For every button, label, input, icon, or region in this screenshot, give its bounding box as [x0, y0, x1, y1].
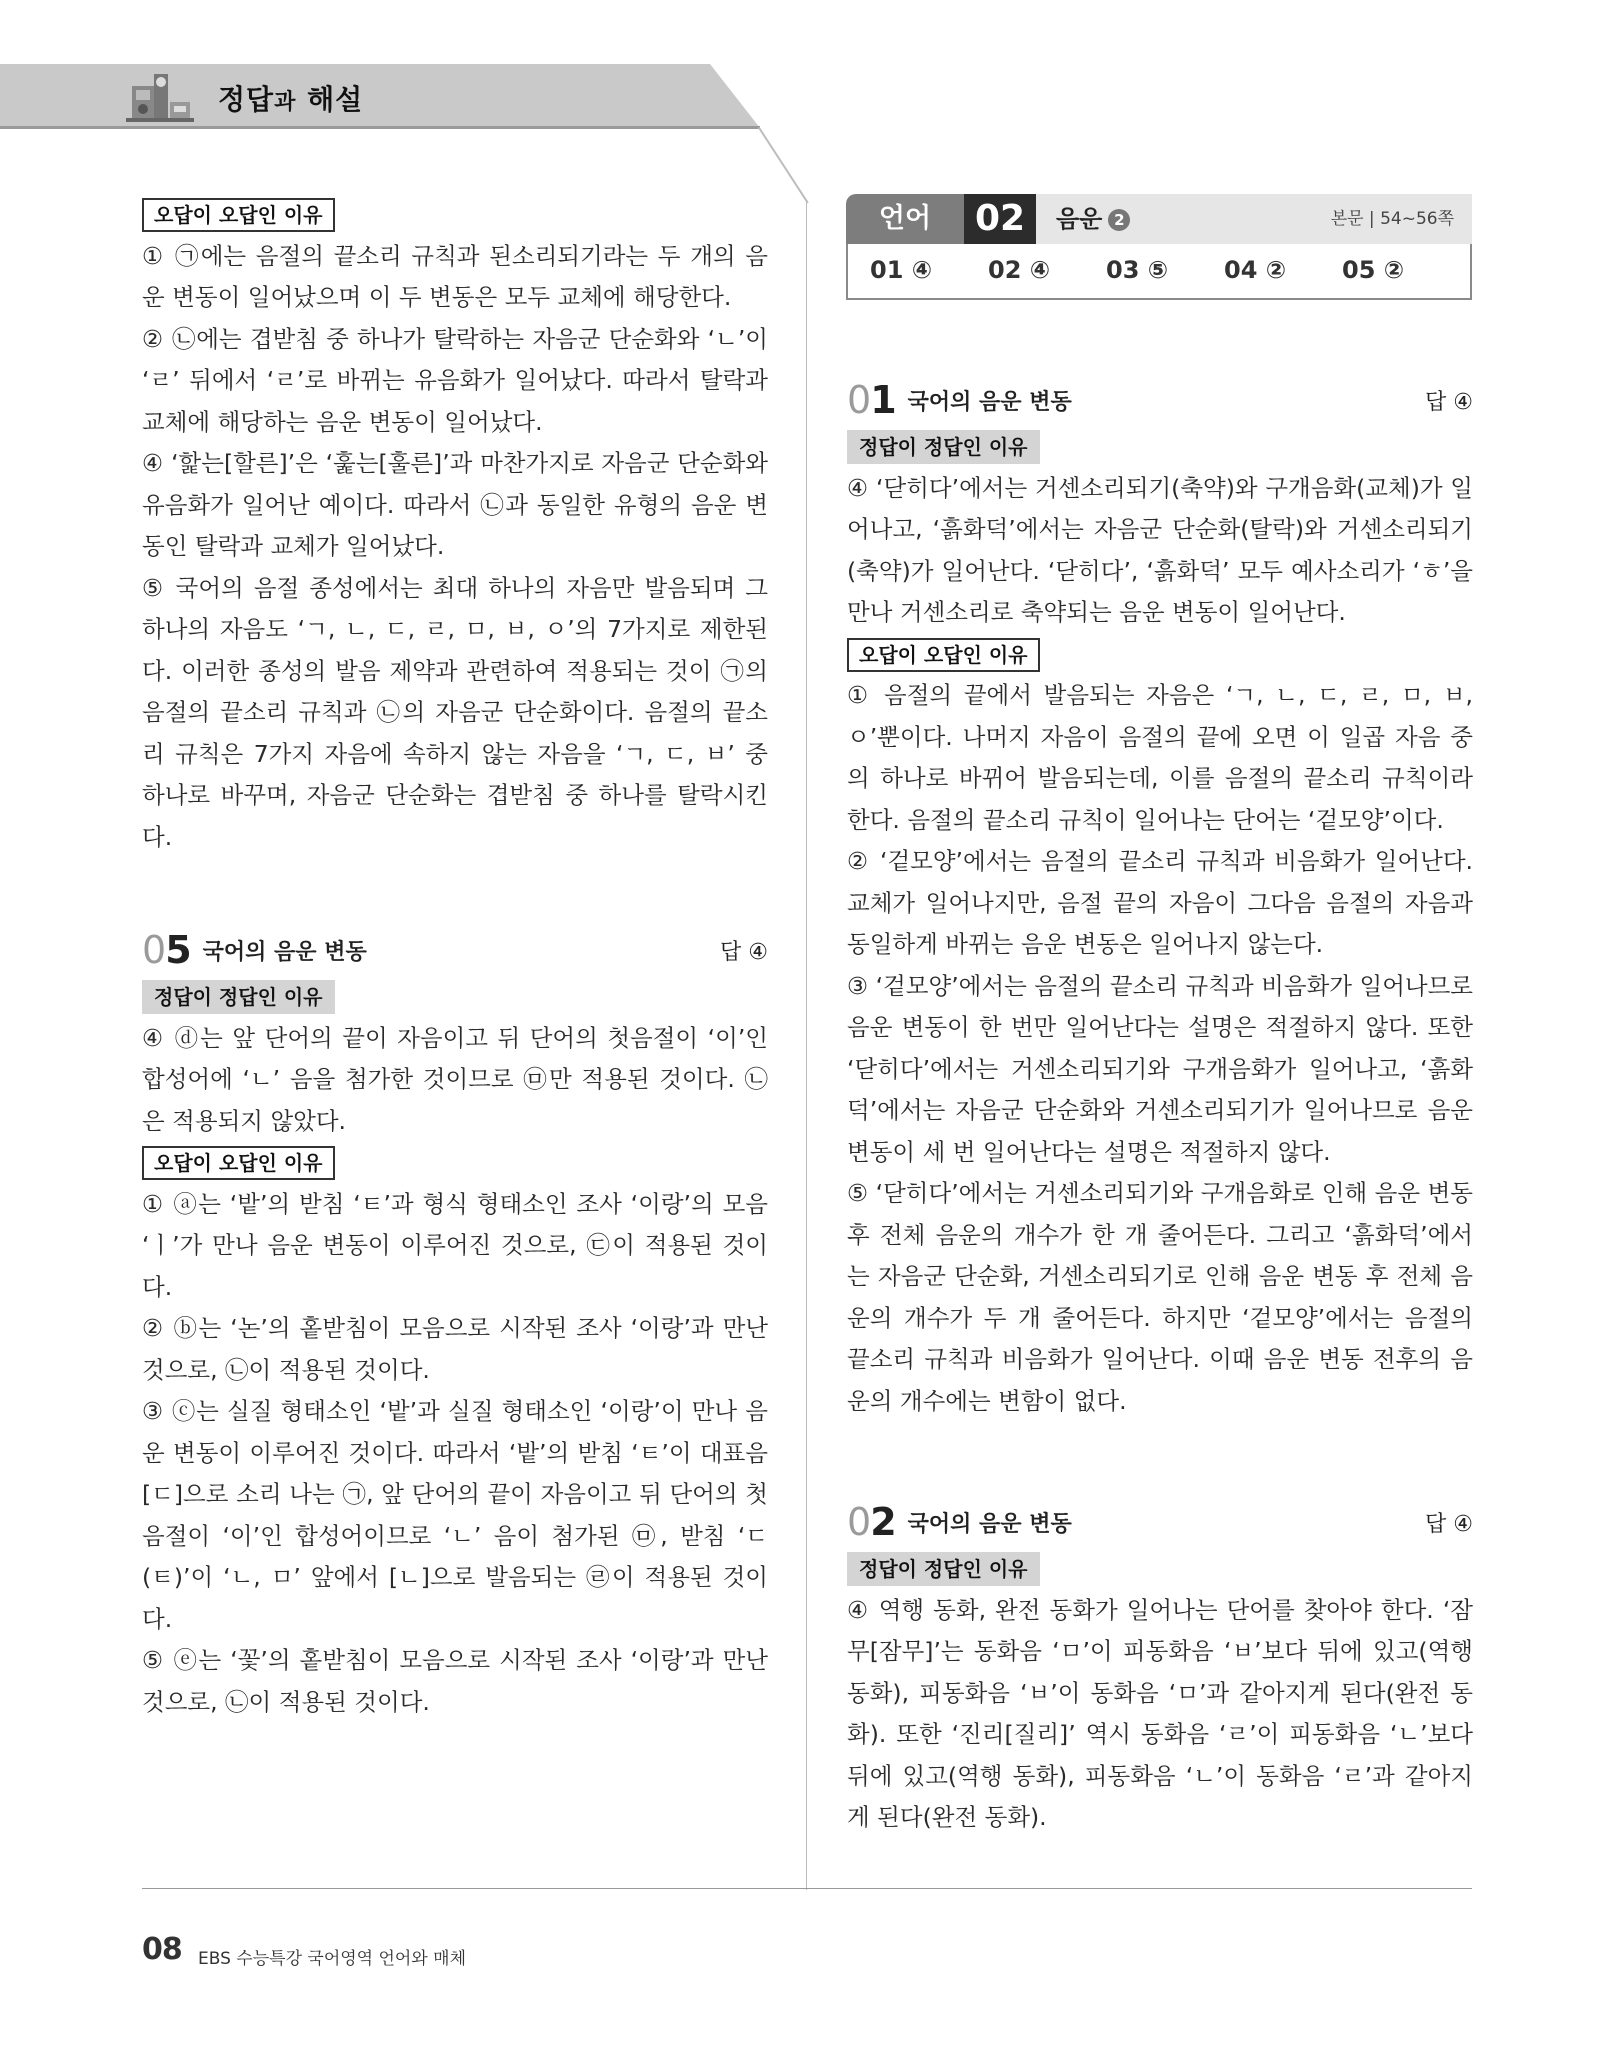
paragraph: ⑤ 국어의 음절 종성에서는 최대 하나의 자음만 발음되며 그 하나의 자음도 ‘ㄱ, ㄴ, ㄷ, ㄹ, ㅁ, ㅂ, ㅇ’의 7가지로 제한된다. 이러한 종성의 발음 제약과 관련하여 적용되는 것이 ㉠의 음절의 끝소리 규칙과 ㉡의 자음군 단순화이다. 음절의 끝소리 규칙은 7가지 자음에 속하지 않는 자음을 ‘ㄱ, ㄷ, ㅂ’ 중 하나로 바꾸며, 자음군 단순화는 겹받침 중 하나를 탈락시킨다.	[142, 573, 768, 851]
column-divider	[806, 200, 807, 1890]
paragraph: ④ ‘핥는[할른]’은 ‘훑는[훌른]’과 마찬가지로 자음군 단순화와 유음화가 일어난 예이다. 따라서 ㉡과 동일한 유형의 음운 변동인 탈락과 교체가 일어났다.	[142, 449, 768, 560]
page-number: 08	[142, 1932, 182, 1967]
question-answer: 답 ④	[720, 940, 768, 965]
question-answer: 답 ④	[1425, 1512, 1473, 1537]
answer-key-row	[846, 244, 1472, 300]
paragraph: ⑤ ‘닫히다’에서는 거센소리되기와 구개음화로 인해 음운 변동 후 전체 음운의 개수가 한 개 줄어든다. 그리고 ‘흙화덕’에서는 자음군 단순화, 거센소리되기로 인해 음운 변동 후 전체 음운의 개수가 두 개 줄어든다. 하지만 ‘겉모양’에서는 음절의 끝소리 규칙과 비음화가 일어난다. 이때 음운 변동 전후의 음운의 개수에는 변함이 없다.	[847, 1179, 1473, 1415]
answer-key-item: 05 ②	[1342, 256, 1405, 284]
answer-key-item: 03 ⑤	[1106, 256, 1169, 284]
page-header-title: 정답과 해설	[218, 83, 364, 116]
unit-name: 음운 2	[1056, 194, 1130, 244]
unit-number: 02	[964, 194, 1036, 244]
right-column	[847, 378, 1473, 1839]
paragraph: ② ㉡에는 겹받침 중 하나가 탈락하는 자음군 단순화와 ‘ㄴ’이 ‘ㄹ’ 뒤에서 ‘ㄹ’로 바뀌는 유음화가 일어났다. 따라서 탈락과 교체에 해당하는 음운 변동이 일어났다.	[142, 324, 768, 436]
book-title: EBS 수능특강 국어영역 언어와 매체	[198, 1949, 466, 1969]
paragraph: ③ ‘겉모양’에서는 음절의 끝소리 규칙과 비음화가 일어나므로 음운 변동이 한 번만 일어난다는 설명은 적절하지 않다. 또한 ‘닫히다’에서는 거센소리되기와 구개음화가 일어나고, ‘흙화덕’에서는 자음군 단순화와 거센소리되기가 일어나므로 음운 변동이 세 번 일어난다는 설명은 적절하지 않다.	[847, 971, 1473, 1166]
question-header	[847, 1502, 1473, 1542]
question-title: 국어의 음운 변동	[907, 1512, 1072, 1537]
question-number: 02	[847, 1500, 896, 1544]
question-header	[142, 930, 768, 970]
left-column	[142, 194, 768, 1723]
paragraph: ⑤ ⓔ는 ‘꽃’의 홑받침이 모음으로 시작된 조사 ‘이랑’과 만난 것으로, ㉡이 적용된 것이다.	[142, 1646, 768, 1716]
paragraph: ① 음절의 끝에서 발음되는 자음은 ‘ㄱ, ㄴ, ㄷ, ㄹ, ㅁ, ㅂ, ㅇ’뿐이다. 나머지 자음이 음절의 끝에 오면 이 일곱 자음 중의 하나로 바뀌어 발음되는데, 이를 음절의 끝소리 규칙이라 한다. 음절의 끝소리 규칙이 일어나는 단어는 ‘겉모양’이다.	[847, 681, 1473, 834]
question-title: 국어의 음운 변동	[907, 390, 1072, 415]
unit-subject: 언어	[846, 194, 964, 244]
answer-key-item: 01 ④	[870, 256, 933, 284]
paragraph: ④ ‘닫히다’에서는 거센소리되기(축약)와 구개음화(교체)가 일어나고, ‘흙화덕’에서는 자음군 단순화(탈락)와 거센소리되기(축약)가 일어난다. ‘닫히다’, ‘흙화덕’ 모두 예사소리가 ‘ㅎ’을 만나 거센소리로 축약되는 음운 변동이 일어난다.	[847, 473, 1473, 626]
paragraph: ④ 역행 동화, 완전 동화가 일어나는 단어를 찾아야 한다. ‘잠무[잠무]’는 동화음 ‘ㅁ’이 피동화음 ‘ㅂ’보다 뒤에 있고(역행 동화), 피동화음 ‘ㅂ’이 동화음 ‘ㅁ’과 같아지게 된다(완전 동화). 또한 ‘진리[질리]’ 역시 동화음 ‘ㄹ’이 피동화음 ‘ㄴ’보다 뒤에 있고(역행 동화), 피동화음 ‘ㄴ’이 동화음 ‘ㄹ’과 같아지게 된다(완전 동화).	[847, 1595, 1473, 1831]
unit-badge: 2	[1108, 209, 1130, 231]
question-title: 국어의 음운 변동	[202, 940, 367, 965]
header-underline	[0, 126, 760, 129]
question-header	[847, 380, 1473, 420]
footer-rule	[142, 1888, 1472, 1889]
wrong-reason-tag: 오답이 오답인 이유	[142, 1146, 335, 1180]
paragraph: ② ‘겉모양’에서는 음절의 끝소리 규칙과 비음화가 일어난다. 교체가 일어나지만, 음절 끝의 자음이 그다음 음절의 자음과 동일하게 바뀌는 음운 변동은 일어나지 않는다.	[847, 847, 1473, 958]
desk-lamp-icon	[124, 66, 196, 126]
header-diagonal	[758, 127, 809, 204]
unit-answer-box	[846, 194, 1472, 304]
answer-key-item: 02 ④	[988, 256, 1051, 284]
paragraph: ④ ⓓ는 앞 단어의 끝이 자음이고 뒤 단어의 첫음절이 ‘이’인 합성어에 ‘ㄴ’ 음을 첨가한 것이므로 ㉤만 적용된 것이다. ㉡은 적용되지 않았다.	[142, 1023, 768, 1135]
header-band	[0, 64, 760, 128]
correct-reason-tag: 정답이 정답인 이유	[847, 430, 1040, 464]
answer-key-item: 04 ②	[1224, 256, 1287, 284]
correct-reason-tag: 정답이 정답인 이유	[142, 980, 335, 1014]
paragraph: ③ ⓒ는 실질 형태소인 ‘밭’과 실질 형태소인 ‘이랑’이 만나 음운 변동이 이루어진 것이다. 따라서 ‘밭’의 받침 ‘ㅌ’이 대표음 [ㄷ]으로 소리 나는 ㉠, 앞 단어의 끝이 자음이고 뒤 단어의 첫음절이 ‘이’인 합성어이므로 ‘ㄴ’ 음이 첨가된 ㉤, 받침 ‘ㄷ(ㅌ)’이 ‘ㄴ, ㅁ’ 앞에서 [ㄴ]으로 발음되는 ㉣이 적용된 것이다.	[142, 1397, 768, 1633]
wrong-reason-tag: 오답이 오답인 이유	[142, 198, 335, 232]
question-number: 01	[847, 378, 896, 422]
paragraph: ② ⓑ는 ‘논’의 홑받침이 모음으로 시작된 조사 ‘이랑’과 만난 것으로, ㉡이 적용된 것이다.	[142, 1314, 768, 1384]
correct-reason-tag: 정답이 정답인 이유	[847, 1552, 1040, 1586]
question-answer: 답 ④	[1425, 390, 1473, 415]
question-number: 05	[142, 928, 191, 972]
paragraph: ① ㉠에는 음절의 끝소리 규칙과 된소리되기라는 두 개의 음운 변동이 일어났으며 이 두 변동은 모두 교체에 해당한다.	[142, 241, 768, 311]
wrong-reason-tag: 오답이 오답인 이유	[847, 638, 1040, 672]
paragraph: ① ⓐ는 ‘밭’의 받침 ‘ㅌ’과 형식 형태소인 조사 ‘이랑’의 모음 ‘ㅣ’가 만나 음운 변동이 이루어진 것으로, ㉢이 적용된 것이다.	[142, 1189, 768, 1301]
unit-pages: 본문 | 54~56쪽	[1330, 209, 1454, 229]
